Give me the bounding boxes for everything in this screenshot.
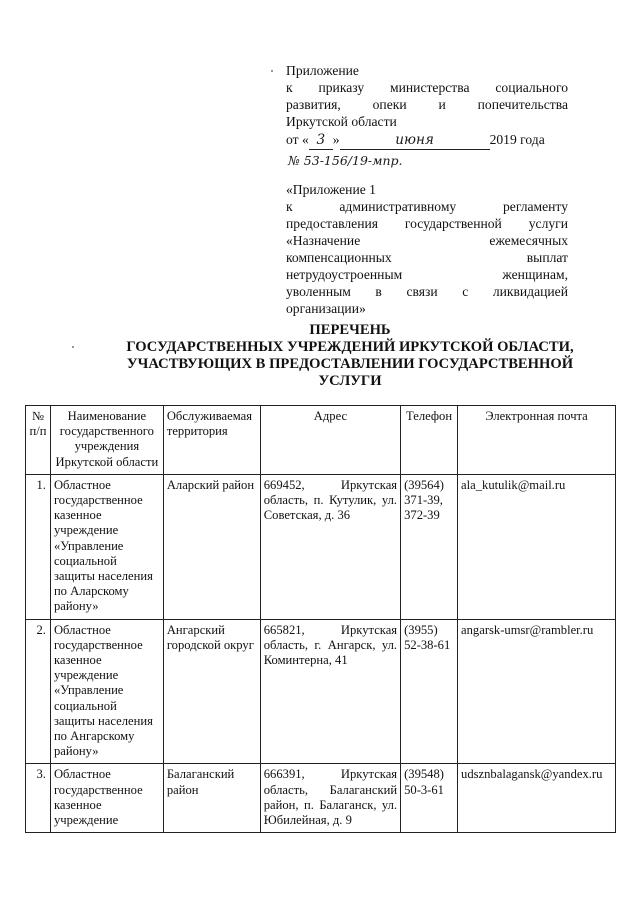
cell-name: Областное государственное казенное учреждение <box>50 764 163 833</box>
table-row <box>26 474 616 619</box>
date-month: июня <box>340 132 490 150</box>
cell-address: 669452, Иркутская область, п. Кутулик, ул. Советская, д. 36 <box>260 474 400 619</box>
title-line: ГОСУДАРСТВЕННЫХ УЧРЕЖДЕНИЙ ИРКУТСКОЙ ОБЛАСТИ, <box>126 339 574 355</box>
cell-email: angarsk-umsr@rambler.ru <box>458 619 616 764</box>
date-prefix: от « <box>286 132 309 147</box>
table-row <box>26 619 616 764</box>
col-header-phone: Телефон <box>401 406 458 475</box>
appendix2-line: «Назначение ежемесячных <box>286 233 568 248</box>
appendix2-line: организации» <box>286 301 366 316</box>
cell-address: 665821, Иркутская область, г. Ангарск, ул. Коминтерна, 41 <box>260 619 400 764</box>
title-line: УЧАСТВУЮЩИХ В ПРЕДОСТАВЛЕНИИ ГОСУДАРСТВЕННОЙ <box>126 356 574 372</box>
appendix-region-line: Иркутской области <box>286 114 397 129</box>
appendix-order-number: № 53-156/19-мпр. <box>288 153 403 168</box>
cell-phone: (39548) 50-3-61 <box>401 764 458 833</box>
appendix2-line: предоставления государственной услуги <box>286 216 568 231</box>
cell-name: Областное государственное казенное учреждение «Управление социальной защиты населения по Аларскому району» <box>50 474 163 619</box>
appendix-label: Приложение <box>286 63 359 78</box>
cell-num: 1. <box>26 474 51 619</box>
col-header-num: № п/п <box>26 406 51 475</box>
appendix2-label: «Приложение 1 <box>286 182 376 197</box>
appendix2-line: уволенным в связи с ликвидацией <box>286 284 568 299</box>
title-line: УСЛУГИ <box>318 373 382 389</box>
appendix-order-line: к приказу министерства социального <box>286 80 568 95</box>
date-day: 3 <box>309 132 333 150</box>
table-row <box>26 764 616 833</box>
appendix2-line: к административному регламенту <box>286 199 568 214</box>
col-header-address: Адрес <box>260 406 400 475</box>
table-header-row <box>26 406 616 475</box>
col-header-name: Наименование государственного учреждения Иркутской области <box>50 406 163 475</box>
title-line: ПЕРЕЧЕНЬ <box>309 322 391 338</box>
cell-name: Областное государственное казенное учреждение «Управление социальной защиты населения по Ангарскому району» <box>50 619 163 764</box>
cell-num: 2. <box>26 619 51 764</box>
cell-phone: (3955) 52-38-61 <box>401 619 458 764</box>
appendix2-line: нетрудоустроенным женщинам, <box>286 267 568 282</box>
institutions-table <box>25 405 616 833</box>
cell-territory: Ангарский городской округ <box>163 619 260 764</box>
cell-address: 666391, Иркутская область, Балаганский район, п. Балаганск, ул. Юбилейная, д. 9 <box>260 764 400 833</box>
cell-territory: Аларский район <box>163 474 260 619</box>
cell-territory: Балаганский район <box>163 764 260 833</box>
appendix-ministry-line: развития, опеки и попечительства <box>286 97 568 112</box>
date-mid: » <box>332 132 340 147</box>
cell-phone: (39564) 371-39, 372-39 <box>401 474 458 619</box>
date-year: 2019 года <box>489 132 545 147</box>
cell-email: ala_kutulik@mail.ru <box>458 474 616 619</box>
col-header-territory: Обслуживаемая территория <box>163 406 260 475</box>
col-header-email: Электронная почта <box>458 406 616 475</box>
cell-num: 3. <box>26 764 51 833</box>
appendix2-line: компенсационных выплат <box>286 250 568 265</box>
cell-email: udsznbalagansk@yandex.ru <box>458 764 616 833</box>
